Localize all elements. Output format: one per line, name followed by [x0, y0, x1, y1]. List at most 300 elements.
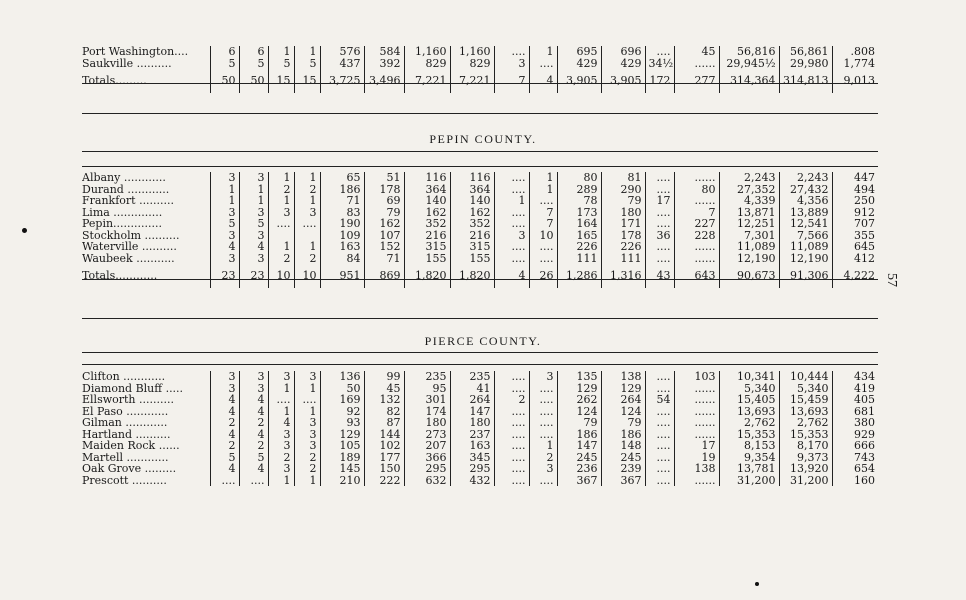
- table-cell: 2: [529, 452, 557, 464]
- table-cell: 4: [239, 406, 268, 418]
- table-cell: 173: [557, 207, 601, 219]
- table-cell: 13,781: [719, 463, 779, 475]
- table-cell: 666: [832, 440, 878, 452]
- table-cell: 222: [364, 475, 404, 487]
- town-name: Ellsworth ..........: [82, 394, 174, 406]
- table-cell: 190: [320, 218, 364, 230]
- table-cell: 345: [450, 452, 494, 464]
- table-cell: ......: [674, 394, 719, 406]
- table-cell: 3: [210, 371, 239, 383]
- table-cell: 116: [404, 172, 450, 184]
- table-cell: 147: [557, 440, 601, 452]
- table-cell: 50: [210, 69, 239, 93]
- table-cell: 3: [239, 383, 268, 395]
- table-cell: 295: [404, 463, 450, 475]
- table-cell: 367: [601, 475, 645, 487]
- table-cell: 3: [294, 417, 320, 429]
- table-cell: 5: [210, 58, 239, 70]
- table-cell: ......: [674, 406, 719, 418]
- table-cell: 17: [674, 440, 719, 452]
- rule-pepin-head-bottom: [82, 166, 878, 167]
- table-cell: 12,190: [719, 253, 779, 265]
- table-cell: ....: [645, 429, 674, 441]
- table-cell: 3: [239, 172, 268, 184]
- table-cell: 2: [494, 394, 529, 406]
- table-cell: 13,920: [779, 463, 832, 475]
- table-cell: 405: [832, 394, 878, 406]
- table-cell: 3,905: [601, 69, 645, 93]
- table-cell: 1: [268, 406, 294, 418]
- table-cell: 145: [320, 463, 364, 475]
- table-cell: 3: [268, 371, 294, 383]
- table-cell: 743: [832, 452, 878, 464]
- table-cell: 164: [557, 218, 601, 230]
- table-cell: 26: [529, 264, 557, 288]
- table-cell: 912: [832, 207, 878, 219]
- table-cell: 1: [529, 184, 557, 196]
- table-row: [82, 195, 878, 207]
- table-cell: ....: [529, 417, 557, 429]
- table-cell: 148: [601, 440, 645, 452]
- table-cell: 235: [404, 371, 450, 383]
- table-cell: 314,364: [719, 69, 779, 93]
- table-cell: 4: [239, 429, 268, 441]
- table-cell: 107: [364, 230, 404, 242]
- table-cell: 380: [832, 417, 878, 429]
- table-cell: ....: [494, 184, 529, 196]
- table-cell: 227: [674, 218, 719, 230]
- table-cell: 162: [450, 207, 494, 219]
- table-row: [82, 383, 878, 395]
- table-cell: 5: [268, 58, 294, 70]
- table-cell: 81: [601, 172, 645, 184]
- table-cell: 1: [294, 406, 320, 418]
- table-cell: 951: [320, 264, 364, 288]
- table-cell: 132: [364, 394, 404, 406]
- town-name: Hartland ..........: [82, 428, 171, 440]
- table-row: [82, 394, 878, 406]
- table-cell: 4,222: [832, 264, 878, 288]
- table-cell: .808: [832, 46, 878, 58]
- table-cell: 29,945½: [719, 58, 779, 70]
- table-cell: 13,871: [719, 207, 779, 219]
- table-cell: 186: [320, 184, 364, 196]
- table-cell: 1: [268, 383, 294, 395]
- table-cell: ....: [529, 429, 557, 441]
- table-cell: 174: [404, 406, 450, 418]
- table-cell: 10,444: [779, 371, 832, 383]
- table-cell: 2,762: [779, 417, 832, 429]
- table-cell: ......: [674, 58, 719, 70]
- table-cell: ....: [645, 452, 674, 464]
- table-cell: ....: [645, 218, 674, 230]
- table-cell: ......: [674, 429, 719, 441]
- town-name: Maiden Rock ......: [82, 440, 180, 452]
- table-cell: ....: [494, 218, 529, 230]
- table-cell: 13,693: [719, 406, 779, 418]
- table-cell: 643: [674, 264, 719, 288]
- table-cell: 13,889: [779, 207, 832, 219]
- table-cell: ......: [674, 475, 719, 487]
- rule-pepin-total: [82, 279, 878, 280]
- table-cell: 1: [529, 172, 557, 184]
- table-cell: 65: [320, 172, 364, 184]
- table-cell: 584: [364, 46, 404, 58]
- table-cell: 1: [268, 241, 294, 253]
- table-row: [82, 46, 878, 58]
- table-cell: 1,316: [601, 264, 645, 288]
- table-cell: ....: [210, 475, 239, 487]
- table-cell: 364: [450, 184, 494, 196]
- table-cell: ....: [494, 253, 529, 265]
- table-cell: 437: [320, 58, 364, 70]
- table-cell: 12,251: [719, 218, 779, 230]
- table-cell: 7,221: [450, 69, 494, 93]
- table-cell: ....: [645, 46, 674, 58]
- table-cell: 1: [210, 184, 239, 196]
- table-cell: 1: [268, 172, 294, 184]
- table-cell: 632: [404, 475, 450, 487]
- table-cell: 6: [239, 46, 268, 58]
- table-cell: 4: [239, 394, 268, 406]
- table-cell: 314,813: [779, 69, 832, 93]
- table-cell: ....: [494, 46, 529, 58]
- table-cell: 1: [294, 46, 320, 58]
- table-cell: 3,905: [557, 69, 601, 93]
- table-cell: 79: [601, 195, 645, 207]
- table-cell: 2: [268, 184, 294, 196]
- table-cell: 50: [239, 69, 268, 93]
- table-cell: 264: [450, 394, 494, 406]
- table-cell: 277: [674, 69, 719, 93]
- table-cell: 5,340: [719, 383, 779, 395]
- table-cell: 210: [320, 475, 364, 487]
- table-cell: 5: [239, 218, 268, 230]
- table-cell: ....: [645, 207, 674, 219]
- table-cell: 8,170: [779, 440, 832, 452]
- table-cell: 264: [601, 394, 645, 406]
- table-cell: [268, 230, 294, 242]
- table-cell: ....: [645, 253, 674, 265]
- table-cell: 3: [210, 253, 239, 265]
- table-cell: 315: [404, 241, 450, 253]
- table-cell: 5: [239, 452, 268, 464]
- table-cell: 178: [601, 230, 645, 242]
- table-cell: ......: [674, 417, 719, 429]
- table-cell: 364: [404, 184, 450, 196]
- table-cell: 301: [404, 394, 450, 406]
- table-cell: 1,820: [450, 264, 494, 288]
- table-cell: 172: [645, 69, 674, 93]
- table-cell: 929: [832, 429, 878, 441]
- table-cell: 829: [450, 58, 494, 70]
- table-cell: 4: [210, 241, 239, 253]
- table-cell: ....: [645, 406, 674, 418]
- table-cell: 352: [404, 218, 450, 230]
- table-cell: ....: [645, 172, 674, 184]
- table-cell: 87: [364, 417, 404, 429]
- table-row: [82, 475, 878, 487]
- table-cell: 1,286: [557, 264, 601, 288]
- table-cell: 171: [601, 218, 645, 230]
- table-cell: 4: [529, 69, 557, 93]
- table-cell: 236: [557, 463, 601, 475]
- table-row: [82, 440, 878, 452]
- table-row: [82, 429, 878, 441]
- table-cell: 1: [294, 195, 320, 207]
- table-cell: ....: [645, 184, 674, 196]
- table-cell: 129: [320, 429, 364, 441]
- totals-label: Totals............: [82, 269, 158, 282]
- table-cell: ....: [645, 417, 674, 429]
- table-cell: 9,373: [779, 452, 832, 464]
- table-cell: 4,339: [719, 195, 779, 207]
- table-cell: 4: [210, 463, 239, 475]
- table-cell: 15,353: [779, 429, 832, 441]
- table-cell: 4: [210, 406, 239, 418]
- table-cell: 207: [404, 440, 450, 452]
- table-cell: 93: [320, 417, 364, 429]
- table-cell: 177: [364, 452, 404, 464]
- table-cell: 262: [557, 394, 601, 406]
- table-cell: 3: [529, 463, 557, 475]
- table-cell: 45: [674, 46, 719, 58]
- table-cell: ....: [239, 475, 268, 487]
- table-cell: 140: [404, 195, 450, 207]
- table-cell: 1: [294, 241, 320, 253]
- table-cell: ....: [494, 241, 529, 253]
- table-cell: 111: [557, 253, 601, 265]
- table-cell: 2,243: [719, 172, 779, 184]
- table-cell: 82: [364, 406, 404, 418]
- table-cell: 150: [364, 463, 404, 475]
- table-cell: ....: [529, 394, 557, 406]
- table-cell: 3: [268, 463, 294, 475]
- table-cell: 429: [557, 58, 601, 70]
- table-cell: 355: [832, 230, 878, 242]
- table-cell: ....: [494, 207, 529, 219]
- table-cell: 27,352: [719, 184, 779, 196]
- table-cell: 4,356: [779, 195, 832, 207]
- table-cell: 19: [674, 452, 719, 464]
- table-cell: 12,541: [779, 218, 832, 230]
- table-cell: 69: [364, 195, 404, 207]
- rule-pierce-head-top: [82, 352, 878, 353]
- table-cell: ....: [268, 218, 294, 230]
- town-name: Oak Grove .........: [82, 463, 177, 475]
- table-cell: 91,306: [779, 264, 832, 288]
- table-cell: ....: [645, 463, 674, 475]
- town-name: Waterville ..........: [82, 241, 177, 253]
- table-cell: 295: [450, 463, 494, 475]
- table-cell: 189: [320, 452, 364, 464]
- table-cell: ......: [674, 383, 719, 395]
- totals-label: Totals.........: [82, 74, 147, 87]
- table-cell: 7,221: [404, 69, 450, 93]
- table-cell: 144: [364, 429, 404, 441]
- table-row: [82, 241, 878, 253]
- table-cell: 1: [268, 475, 294, 487]
- table-cell: 155: [450, 253, 494, 265]
- table-cell: ....: [529, 475, 557, 487]
- table-cell: 3: [294, 429, 320, 441]
- table-cell: 3: [210, 230, 239, 242]
- table-cell: 15,353: [719, 429, 779, 441]
- table-cell: 3: [210, 172, 239, 184]
- table-cell: 138: [601, 371, 645, 383]
- table-cell: 29,980: [779, 58, 832, 70]
- table-cell: 1,820: [404, 264, 450, 288]
- table-cell: 7: [529, 207, 557, 219]
- table-cell: 23: [210, 264, 239, 288]
- table-cell: 5,340: [779, 383, 832, 395]
- table-cell: 180: [450, 417, 494, 429]
- table-cell: 45: [364, 383, 404, 395]
- table-cell: 160: [832, 475, 878, 487]
- table-cell: 23: [239, 264, 268, 288]
- table-cell: 102: [364, 440, 404, 452]
- table-cell: 5: [210, 452, 239, 464]
- table-cell: ....: [494, 463, 529, 475]
- table-row: [82, 230, 878, 242]
- table-cell: 138: [674, 463, 719, 475]
- table-cell: 226: [601, 241, 645, 253]
- table-cell: 90,673: [719, 264, 779, 288]
- table-cell: 147: [450, 406, 494, 418]
- table-cell: 432: [450, 475, 494, 487]
- table-cell: 162: [404, 207, 450, 219]
- table-cell: ....: [529, 58, 557, 70]
- table-cell: 163: [450, 440, 494, 452]
- table-cell: 80: [674, 184, 719, 196]
- table-cell: 11,089: [779, 241, 832, 253]
- table-cell: 83: [320, 207, 364, 219]
- table-cell: 576: [320, 46, 364, 58]
- town-name: Stockholm ..........: [82, 229, 180, 241]
- table-cell: 412: [832, 253, 878, 265]
- table-cell: 163: [320, 241, 364, 253]
- table-cell: 4: [494, 264, 529, 288]
- table-row: [82, 463, 878, 475]
- town-name: Lima ..............: [82, 206, 163, 218]
- table-cell: 2: [210, 440, 239, 452]
- table-cell: 169: [320, 394, 364, 406]
- table-cell: 654: [832, 463, 878, 475]
- table-cell: 226: [557, 241, 601, 253]
- table-cell: 289: [557, 184, 601, 196]
- table-cell: 56,861: [779, 46, 832, 58]
- table-cell: 1: [239, 195, 268, 207]
- table-cell: 116: [450, 172, 494, 184]
- table-cell: ....: [494, 371, 529, 383]
- table-cell: ....: [494, 475, 529, 487]
- table-cell: 1: [294, 172, 320, 184]
- table-cell: ....: [294, 394, 320, 406]
- table-cell: 2: [268, 253, 294, 265]
- table-cell: 235: [450, 371, 494, 383]
- table-cell: 429: [601, 58, 645, 70]
- table-cell: 2: [294, 253, 320, 265]
- table-cell: 216: [450, 230, 494, 242]
- table-cell: 99: [364, 371, 404, 383]
- table-row: [82, 58, 878, 70]
- table-cell: 4: [210, 429, 239, 441]
- table-cell: ....: [494, 429, 529, 441]
- table-cell: 3: [294, 440, 320, 452]
- table-cell: 15: [268, 69, 294, 93]
- table-cell: 71: [364, 253, 404, 265]
- table-cell: 15,459: [779, 394, 832, 406]
- table-cell: 1,774: [832, 58, 878, 70]
- table-cell: 152: [364, 241, 404, 253]
- table-cell: ......: [674, 241, 719, 253]
- ink-blot: [755, 582, 759, 586]
- pepin-county-title: PEPIN COUNTY.: [429, 132, 537, 146]
- table-cell: 1: [529, 440, 557, 452]
- table-cell: 1: [210, 195, 239, 207]
- totals-row: [82, 264, 878, 288]
- table-cell: 136: [320, 371, 364, 383]
- table-cell: 1: [268, 195, 294, 207]
- table-cell: ......: [674, 172, 719, 184]
- table-cell: 15: [294, 69, 320, 93]
- table-row: [82, 417, 878, 429]
- table-cell: 79: [557, 417, 601, 429]
- table-cell: ....: [494, 452, 529, 464]
- table-cell: 419: [832, 383, 878, 395]
- table-cell: 36: [645, 230, 674, 242]
- table-cell: 216: [404, 230, 450, 242]
- table-cell: 2,762: [719, 417, 779, 429]
- pierce-county-table: [82, 371, 878, 486]
- table-cell: 54: [645, 394, 674, 406]
- table-cell: 6: [210, 46, 239, 58]
- table-cell: 43: [645, 264, 674, 288]
- table-row: [82, 207, 878, 219]
- table-cell: 8,153: [719, 440, 779, 452]
- table-cell: 17: [645, 195, 674, 207]
- table-cell: ....: [494, 417, 529, 429]
- table-cell: 2: [294, 184, 320, 196]
- table-cell: 178: [364, 184, 404, 196]
- table-cell: 315: [450, 241, 494, 253]
- first-county-table: [82, 46, 878, 93]
- table-cell: 4: [210, 394, 239, 406]
- table-cell: 869: [364, 264, 404, 288]
- table-cell: 3,496: [364, 69, 404, 93]
- table-cell: 3: [268, 207, 294, 219]
- table-row: [82, 371, 878, 383]
- table-cell: 129: [557, 383, 601, 395]
- table-cell: ....: [268, 394, 294, 406]
- table-cell: 79: [601, 417, 645, 429]
- table-cell: 681: [832, 406, 878, 418]
- table-cell: 162: [364, 218, 404, 230]
- town-name: Pepin..............: [82, 218, 163, 230]
- table-cell: 245: [601, 452, 645, 464]
- totals-row: [82, 69, 878, 93]
- table-cell: 2,243: [779, 172, 832, 184]
- table-cell: 180: [404, 417, 450, 429]
- table-cell: 1: [239, 184, 268, 196]
- table-cell: 51: [364, 172, 404, 184]
- town-name: Prescott ..........: [82, 474, 167, 486]
- table-cell: 2: [239, 440, 268, 452]
- page-number: 57: [884, 273, 899, 287]
- town-name: Frankfort ..........: [82, 195, 175, 207]
- table-cell: 10,341: [719, 371, 779, 383]
- table-cell: 7: [674, 207, 719, 219]
